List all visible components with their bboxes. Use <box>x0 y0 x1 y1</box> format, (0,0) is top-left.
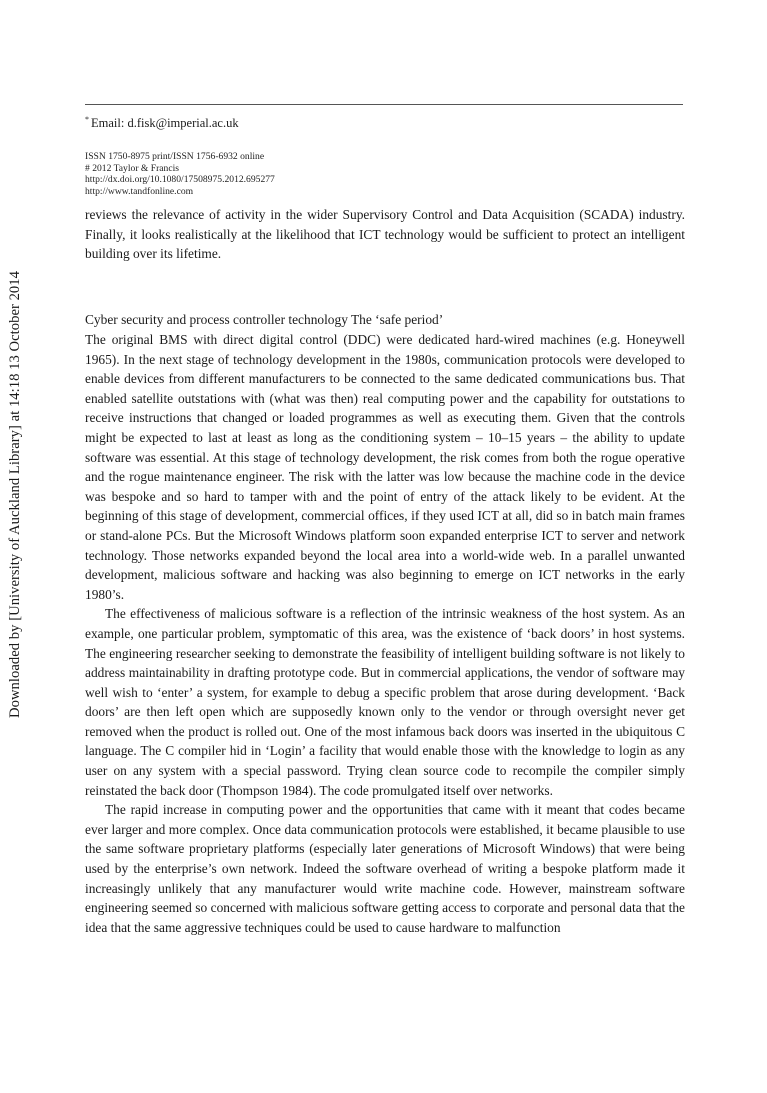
paragraph: The original BMS with direct digital control (DDC) were dedicated hard-wired machines (e.g. Honeywell 1965). In the next stage of technology development in the 1980s, communication protocols were developed to enable devices from different manufacturers to be connected to the same dedicated communications bus. That enabled satellite outstations with (what was then) real computing power and the capability for outstations to receive instructions that changed or loaded programmes as well as executing them. Given that the controls might be expected to last at least as long as the conditioning system – 10–15 years – the ability to update software was essential. At this stage of technology development, the risk comes from both the rogue operative and the rogue maintenance engineer. The risk with the latter was low because the machine code in the device was bespoke and so hard to tamper with and the point of entry of the attack likely to be evident. At the beginning of this stage of development, commercial offices, if they used ICT at all, did so in batch main frames or stand-alone PCs. But the Microsoft Windows platform soon expanded enterprise ICT to server and network technology. Those networks expanded beyond the local area into a world-wide web. In a parallel unwanted development, malicious software and hacking was also beginning to emerge on ICT networks in the early 1980’s. <box>85 332 685 602</box>
paragraph: The rapid increase in computing power and the opportunities that came with it meant that codes became ever larger and more complex. Once data communication protocols were established, it became plausible to use the same software proprietary platforms (especially later generations of Microsoft Windows) that were being used by the enterprise’s own network. Indeed the software overhead of writing a bespoke platform made it increasingly unlikely that any manufacturer would write machine code. However, mainstream software engineering seemed so concerned with malicious software getting access to corporate and personal data that the idea that the same aggressive techniques could be used to cause hardware to malfunction <box>85 802 685 935</box>
author-email-footnote <box>85 112 683 131</box>
footnote-separator <box>85 104 683 105</box>
issn-line: ISSN 1750-8975 print/ISSN 1756-6932 online <box>85 151 265 162</box>
intro-paragraph <box>85 205 685 264</box>
footnote-marker: * <box>85 115 89 124</box>
publication-info <box>85 151 683 197</box>
paragraph: The effectiveness of malicious software is a reflection of the intrinsic weakness of the host system. As an example, one particular problem, symptomatic of this area, was the existence of ‘back doors’ in host systems. The engineering researcher seeking to demonstrate the feasibility of intelligent building software is not likely to address maintainability in drafting prototype code. But in commercial applications, the vendor of software may well wish to ‘enter’ a system, for example to debug a specific problem that arose during development. ‘Back doors’ are then left open which are supposedly known only to the vendor or through oversight never get removed when the product is rolled out. One of the most infamous back doors was inserted in the ubiquitous C language. The C compiler hid in ‘Login’ a facility that would enable those with the knowledge to login as any user on any system with a special password. Trying clean source code to recompile the compiler simply reinstated the back door (Thompson 1984). The code promulgated itself over networks. <box>85 606 685 798</box>
section-heading: Cyber security and process controller technology The ‘safe period’ <box>85 312 444 327</box>
doi-link[interactable]: http://dx.doi.org/10.1080/17508975.2012.695277 <box>85 174 275 186</box>
main-body <box>85 330 685 937</box>
download-stamp <box>5 270 25 718</box>
publisher-link[interactable]: http://www.tandfonline.com <box>85 185 194 197</box>
footnote-email: Email: d.fisk@imperial.ac.uk <box>91 116 239 131</box>
download-stamp-text: Downloaded by [University of Auckland Library] at 14:18 13 October 2014 <box>6 270 23 718</box>
paragraph: reviews the relevance of activity in the wider Supervisory Control and Data Acquisition (SCADA) industry. Finally, it looks realistically at the likelihood that ICT technology would be sufficient to protect an intelligent building over its lifetime. <box>85 207 685 262</box>
copyright-line: # 2012 Taylor & Francis <box>85 162 180 174</box>
